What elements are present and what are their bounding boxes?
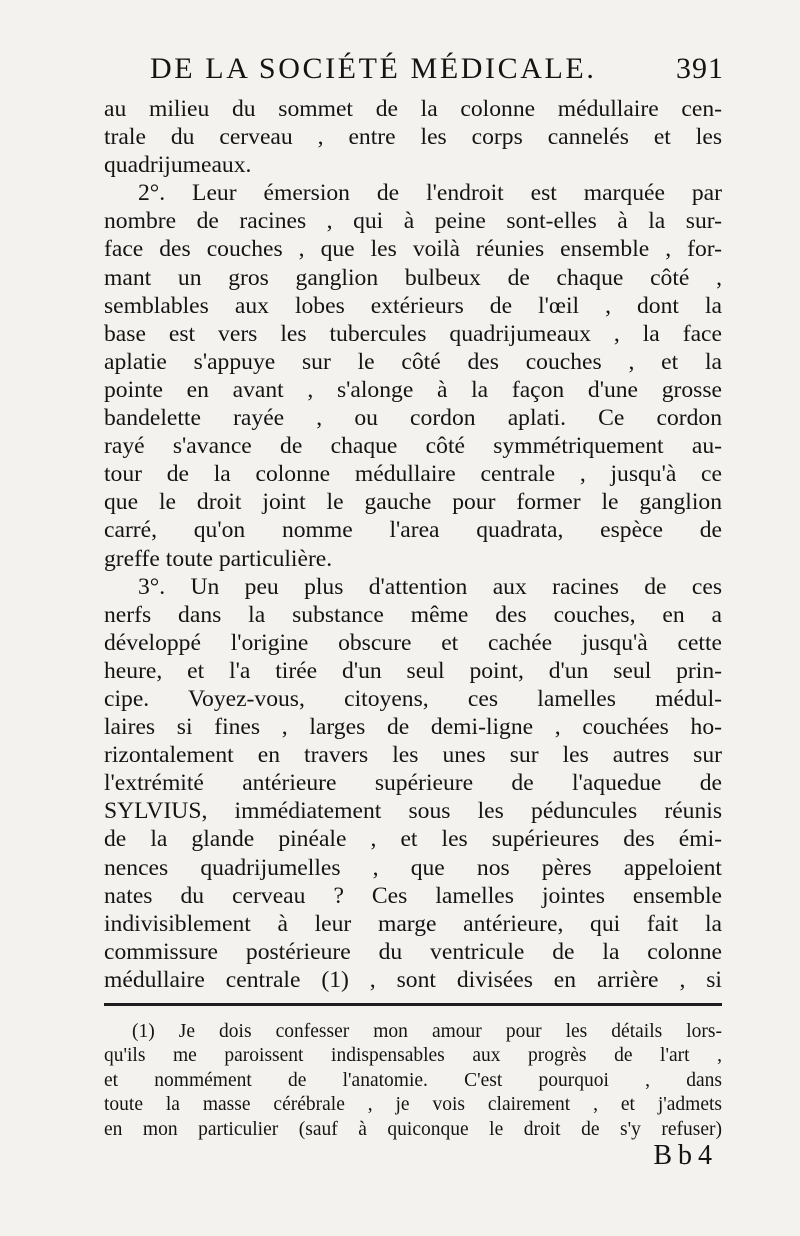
text-line: au milieu du sommet de la colonne médullaire cen- [104,96,722,122]
text-line: trale du cerveau , entre les corps cannelés et les [104,124,722,151]
text-line: médullaire centrale (1) , sont divisées en arrière , si [104,966,722,993]
text-line: pointe en avant , s'alonge à la façon d'une grosse [104,376,722,403]
text-line: tour de la colonne médullaire centrale , jusqu'à ce [104,461,722,488]
footnote-rule [104,1003,722,1006]
text-line: l'extrémité antérieure supérieure de l'aquedue de [104,770,722,797]
text-line: indivisiblement à leur marge antérieure, qui fait la [104,910,722,937]
text-line: mant un gros ganglion bulbeux de chaque côté , [104,264,722,291]
text-line: bandelette rayée , ou cordon aplati. Ce cordon [104,405,722,432]
text-line: nences quadrijumelles , que nos pères appeloient [104,854,722,881]
text-line: 3°. Un peu plus d'attention aux racines de ces [138,573,722,600]
text-line: de la glande pinéale , et les supérieures des émi- [104,826,722,853]
text-line: rizontalement en travers les unes sur les autres sur [104,742,722,769]
text-line: cipe. Voyez-vous, citoyens, ces lamelles médul- [104,685,722,712]
footnote-line: (1) Je dois confesser mon amour pour les détails lors- [132,1021,722,1042]
text-line: commissure postérieure du ventricule de la colonne [104,938,722,965]
footnote [104,1020,722,1142]
text-line: laires si fines , larges de demi-ligne , couchées ho- [104,714,722,741]
text-line: nerfs dans la substance même des couches, en a [104,601,722,628]
text-line: SYLVIUS, immédiatement sous les péduncules réunis [104,798,722,825]
text-line: que le droit joint le gauche pour former le ganglion [104,489,722,516]
footnote-line: en mon particulier (sauf à quiconque le droit de s'y refuser) [104,1118,722,1140]
text-line: 2°. Leur émersion de l'endroit est marquée par [138,180,722,207]
page-header [150,52,724,92]
text-line: face des couches , que les voilà réunies ensemble , for- [104,236,722,263]
text-line: greffe toute particulière. [104,545,333,572]
text-line: nates du cerveau ? Ces lamelles jointes ensemble [104,882,722,909]
footnote-line: et nommément de l'anatomie. C'est pourquoi , dans [104,1069,722,1091]
text-line: quadrijumeaux. [104,152,252,179]
text-line: nombre de racines , qui à peine sont-elles à la sur- [104,208,722,235]
footnote-line: qu'ils me paroissent indispensables aux progrès de l'art , [104,1045,722,1067]
text-line: base est vers les tubercules quadrijumeaux , la face [104,320,722,347]
text-line: carré, qu'on nomme l'area quadrata, espèce de [104,517,722,544]
main-text [104,95,722,994]
text-line: rayé s'avance de chaque côté symmétriquement au- [104,433,722,460]
text-line: développé l'origine obscure et cachée jusqu'à cette [104,629,722,656]
text-line: heure, et l'a tirée d'un seul point, d'un seul prin- [104,657,722,684]
signature-mark: Bb4 [653,1140,718,1171]
text-line: semblables aux lobes extérieurs de l'œil , dont la [104,292,722,319]
text-line: aplatie s'appuye sur le côté des couches , et la [104,348,722,375]
page-number: 391 [676,52,724,85]
running-head: DE LA SOCIÉTÉ MÉDICALE. [150,52,597,85]
footnote-line: toute la masse cérébrale , je vois clairement , et j'admets [104,1094,722,1116]
